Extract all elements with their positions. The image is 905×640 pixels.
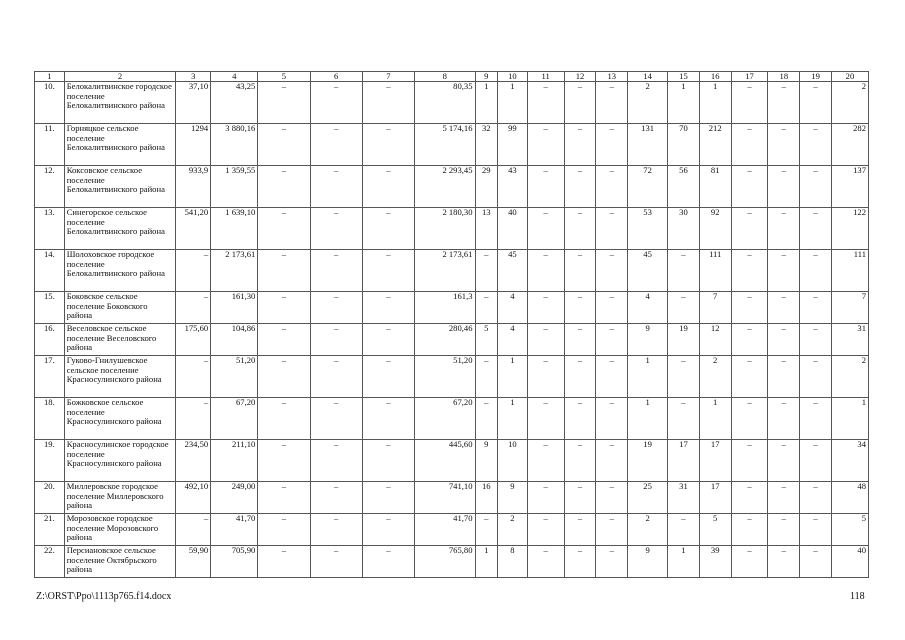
value-cell: – — [527, 398, 564, 440]
row-number-cell: 10. — [35, 82, 65, 124]
value-cell: – — [362, 292, 414, 324]
header-cell: 13 — [596, 72, 628, 82]
value-cell: – — [731, 124, 768, 166]
value-cell: – — [596, 250, 628, 292]
value-cell: – — [362, 208, 414, 250]
value-cell: – — [475, 292, 498, 324]
value-cell: 1 — [699, 398, 731, 440]
value-cell: 249,00 — [211, 482, 258, 514]
value-cell: 111 — [699, 250, 731, 292]
value-cell: – — [564, 82, 596, 124]
value-cell: 741,10 — [415, 482, 475, 514]
value-cell: – — [258, 250, 310, 292]
value-cell: – — [800, 398, 832, 440]
row-number-cell: 19. — [35, 440, 65, 482]
settlement-name-cell: Боковское сельское поселение Боковского района — [64, 292, 176, 324]
table-row — [35, 398, 869, 440]
value-cell: – — [258, 482, 310, 514]
value-cell: – — [731, 356, 768, 398]
value-cell: – — [768, 124, 800, 166]
value-cell: – — [668, 514, 700, 546]
value-cell: 161,3 — [415, 292, 475, 324]
row-number-cell: 21. — [35, 514, 65, 546]
value-cell: – — [310, 398, 362, 440]
value-cell: 933,9 — [176, 166, 211, 208]
value-cell: 53 — [628, 208, 668, 250]
value-cell: 31 — [668, 482, 700, 514]
value-cell: – — [596, 208, 628, 250]
value-cell: 16 — [475, 482, 498, 514]
value-cell: – — [258, 356, 310, 398]
value-cell: – — [731, 324, 768, 356]
header-cell: 16 — [699, 72, 731, 82]
value-cell: – — [731, 514, 768, 546]
value-cell: – — [258, 324, 310, 356]
value-cell: 1 — [628, 398, 668, 440]
table-row — [35, 124, 869, 166]
value-cell: 131 — [628, 124, 668, 166]
value-cell: – — [362, 546, 414, 578]
header-cell: 14 — [628, 72, 668, 82]
value-cell: 161,30 — [211, 292, 258, 324]
value-cell: – — [362, 250, 414, 292]
value-cell: – — [768, 292, 800, 324]
value-cell: – — [176, 356, 211, 398]
value-cell: 211,10 — [211, 440, 258, 482]
value-cell: 39 — [699, 546, 731, 578]
value-cell: – — [362, 166, 414, 208]
table-row — [35, 324, 869, 356]
header-cell: 9 — [475, 72, 498, 82]
value-cell: – — [475, 250, 498, 292]
value-cell: 2 173,61 — [211, 250, 258, 292]
value-cell: – — [362, 124, 414, 166]
value-cell: – — [731, 440, 768, 482]
value-cell: 1 359,55 — [211, 166, 258, 208]
value-cell: – — [310, 324, 362, 356]
value-cell: 51,20 — [415, 356, 475, 398]
value-cell: – — [258, 166, 310, 208]
value-cell: – — [527, 482, 564, 514]
value-cell: 99 — [498, 124, 528, 166]
value-cell: – — [731, 166, 768, 208]
settlement-name-cell: Божковское сельское поселение Красносулинского района — [64, 398, 176, 440]
header-cell: 4 — [211, 72, 258, 82]
table-row — [35, 250, 869, 292]
value-cell: 9 — [475, 440, 498, 482]
value-cell: 1 — [668, 82, 700, 124]
value-cell: 2 180,30 — [415, 208, 475, 250]
value-cell: – — [310, 482, 362, 514]
value-cell: – — [564, 124, 596, 166]
header-row — [35, 72, 869, 82]
value-cell: – — [564, 250, 596, 292]
value-cell: – — [564, 546, 596, 578]
value-cell: – — [800, 82, 832, 124]
value-cell: – — [596, 546, 628, 578]
value-cell: – — [475, 514, 498, 546]
value-cell: 7 — [699, 292, 731, 324]
value-cell: – — [527, 250, 564, 292]
settlement-name-cell: Белокалитвинское городское поселение Белокалитвинского района — [64, 82, 176, 124]
value-cell: – — [800, 292, 832, 324]
row-number-cell: 20. — [35, 482, 65, 514]
value-cell: – — [310, 208, 362, 250]
value-cell: – — [768, 514, 800, 546]
value-cell: 67,20 — [415, 398, 475, 440]
value-cell: – — [800, 546, 832, 578]
row-number-cell: 14. — [35, 250, 65, 292]
value-cell: 5 — [475, 324, 498, 356]
value-cell: 45 — [498, 250, 528, 292]
value-cell: 32 — [475, 124, 498, 166]
value-cell: – — [731, 208, 768, 250]
value-cell: 122 — [831, 208, 868, 250]
value-cell: – — [527, 514, 564, 546]
value-cell: 1 — [831, 398, 868, 440]
value-cell: – — [800, 514, 832, 546]
header-cell: 17 — [731, 72, 768, 82]
value-cell: – — [310, 356, 362, 398]
footer-page-number: 118 — [850, 591, 865, 602]
value-cell: – — [176, 250, 211, 292]
value-cell: 1 — [498, 82, 528, 124]
value-cell: – — [310, 514, 362, 546]
value-cell: – — [564, 356, 596, 398]
value-cell: – — [258, 124, 310, 166]
value-cell: – — [731, 546, 768, 578]
value-cell: – — [258, 208, 310, 250]
row-number-cell: 15. — [35, 292, 65, 324]
value-cell: – — [768, 82, 800, 124]
value-cell: 9 — [498, 482, 528, 514]
value-cell: 59,90 — [176, 546, 211, 578]
value-cell: 51,20 — [211, 356, 258, 398]
value-cell: – — [527, 324, 564, 356]
value-cell: – — [527, 82, 564, 124]
value-cell: – — [800, 208, 832, 250]
value-cell: 34 — [831, 440, 868, 482]
value-cell: 445,60 — [415, 440, 475, 482]
value-cell: 280,46 — [415, 324, 475, 356]
value-cell: 2 — [498, 514, 528, 546]
value-cell: – — [768, 324, 800, 356]
table-row — [35, 482, 869, 514]
value-cell: 104,86 — [211, 324, 258, 356]
value-cell: – — [800, 482, 832, 514]
value-cell: – — [768, 398, 800, 440]
value-cell: 492,10 — [176, 482, 211, 514]
value-cell: 67,20 — [211, 398, 258, 440]
settlement-name-cell: Морозовское городское поселение Морозовского района — [64, 514, 176, 546]
value-cell: – — [564, 440, 596, 482]
value-cell: – — [527, 440, 564, 482]
value-cell: – — [564, 166, 596, 208]
value-cell: 4 — [498, 324, 528, 356]
settlement-name-cell: Горняцкое сельское поселение Белокалитвинского района — [64, 124, 176, 166]
settlement-name-cell: Шолоховское городское поселение Белокалитвинского района — [64, 250, 176, 292]
value-cell: – — [362, 324, 414, 356]
value-cell: – — [800, 440, 832, 482]
value-cell: – — [596, 324, 628, 356]
value-cell: 1 — [475, 82, 498, 124]
header-cell: 10 — [498, 72, 528, 82]
value-cell: 541,20 — [176, 208, 211, 250]
value-cell: – — [596, 82, 628, 124]
value-cell: – — [596, 398, 628, 440]
value-cell: – — [527, 166, 564, 208]
value-cell: 1 — [628, 356, 668, 398]
header-cell: 12 — [564, 72, 596, 82]
header-cell: 11 — [527, 72, 564, 82]
header-cell: 3 — [176, 72, 211, 82]
value-cell: – — [800, 324, 832, 356]
value-cell: – — [310, 82, 362, 124]
value-cell: 80,35 — [415, 82, 475, 124]
value-cell: – — [731, 82, 768, 124]
value-cell: 1 — [475, 546, 498, 578]
value-cell: – — [731, 292, 768, 324]
value-cell: 17 — [668, 440, 700, 482]
value-cell: – — [310, 546, 362, 578]
value-cell: – — [310, 250, 362, 292]
value-cell: 40 — [498, 208, 528, 250]
table-row — [35, 546, 869, 578]
value-cell: – — [768, 440, 800, 482]
value-cell: 212 — [699, 124, 731, 166]
value-cell: – — [800, 250, 832, 292]
header-cell: 8 — [415, 72, 475, 82]
value-cell: 5 — [831, 514, 868, 546]
value-cell: 137 — [831, 166, 868, 208]
value-cell: – — [731, 398, 768, 440]
value-cell: – — [258, 514, 310, 546]
value-cell: 13 — [475, 208, 498, 250]
value-cell: – — [668, 292, 700, 324]
value-cell: – — [258, 546, 310, 578]
value-cell: 19 — [628, 440, 668, 482]
value-cell: 30 — [668, 208, 700, 250]
value-cell: 31 — [831, 324, 868, 356]
row-number-cell: 22. — [35, 546, 65, 578]
value-cell: 5 — [699, 514, 731, 546]
value-cell: – — [564, 514, 596, 546]
value-cell: – — [176, 514, 211, 546]
value-cell: 1 — [668, 546, 700, 578]
value-cell: – — [768, 482, 800, 514]
value-cell: 1 639,10 — [211, 208, 258, 250]
value-cell: 70 — [668, 124, 700, 166]
settlement-name-cell: Персиановское сельское поселение Октябрьского района — [64, 546, 176, 578]
value-cell: – — [362, 398, 414, 440]
value-cell: 1 — [699, 82, 731, 124]
value-cell: – — [362, 82, 414, 124]
table-row — [35, 440, 869, 482]
value-cell: – — [362, 482, 414, 514]
value-cell: – — [668, 398, 700, 440]
value-cell: 92 — [699, 208, 731, 250]
header-cell: 1 — [35, 72, 65, 82]
value-cell: 2 — [831, 356, 868, 398]
value-cell: 4 — [628, 292, 668, 324]
row-number-cell: 17. — [35, 356, 65, 398]
value-cell: – — [596, 166, 628, 208]
value-cell: 2 173,61 — [415, 250, 475, 292]
value-cell: – — [362, 440, 414, 482]
table-row — [35, 514, 869, 546]
value-cell: 72 — [628, 166, 668, 208]
value-cell: – — [564, 292, 596, 324]
value-cell: 705,90 — [211, 546, 258, 578]
value-cell: 43,25 — [211, 82, 258, 124]
value-cell: – — [310, 292, 362, 324]
value-cell: 12 — [699, 324, 731, 356]
value-cell: 5 174,16 — [415, 124, 475, 166]
value-cell: – — [176, 292, 211, 324]
row-number-cell: 12. — [35, 166, 65, 208]
value-cell: – — [258, 440, 310, 482]
value-cell: – — [564, 398, 596, 440]
value-cell: – — [768, 250, 800, 292]
value-cell: – — [800, 124, 832, 166]
value-cell: 41,70 — [211, 514, 258, 546]
value-cell: 3 880,16 — [211, 124, 258, 166]
header-cell: 5 — [258, 72, 310, 82]
value-cell: – — [564, 482, 596, 514]
row-number-cell: 11. — [35, 124, 65, 166]
value-cell: – — [527, 356, 564, 398]
value-cell: 17 — [699, 440, 731, 482]
value-cell: – — [596, 292, 628, 324]
value-cell: – — [596, 514, 628, 546]
value-cell: – — [800, 356, 832, 398]
value-cell: 1294 — [176, 124, 211, 166]
settlement-name-cell: Гуково-Гнилушевское сельское поселение Красносулинского района — [64, 356, 176, 398]
value-cell: – — [258, 82, 310, 124]
settlement-name-cell: Коксовское сельское поселение Белокалитвинского района — [64, 166, 176, 208]
value-cell: 1 — [498, 398, 528, 440]
value-cell: 37,10 — [176, 82, 211, 124]
value-cell: 56 — [668, 166, 700, 208]
table-row — [35, 208, 869, 250]
value-cell: 48 — [831, 482, 868, 514]
header-cell: 18 — [768, 72, 800, 82]
value-cell: – — [668, 356, 700, 398]
value-cell: – — [310, 440, 362, 482]
settlement-name-cell: Синегорское сельское поселение Белокалитвинского района — [64, 208, 176, 250]
row-number-cell: 13. — [35, 208, 65, 250]
table-row — [35, 292, 869, 324]
value-cell: – — [768, 546, 800, 578]
value-cell: – — [596, 440, 628, 482]
settlement-name-cell: Красносулинское городское поселение Красносулинского района — [64, 440, 176, 482]
value-cell: 8 — [498, 546, 528, 578]
settlement-name-cell: Веселовское сельское поселение Веселовского района — [64, 324, 176, 356]
footer-file-path: Z:\ORST\Ppo\1113p765.f14.docx — [36, 591, 172, 602]
value-cell: 19 — [668, 324, 700, 356]
value-cell: – — [731, 250, 768, 292]
value-cell: – — [800, 166, 832, 208]
value-cell: 282 — [831, 124, 868, 166]
value-cell: – — [176, 398, 211, 440]
value-cell: 41,70 — [415, 514, 475, 546]
value-cell: 175,60 — [176, 324, 211, 356]
value-cell: 2 — [699, 356, 731, 398]
value-cell: – — [768, 166, 800, 208]
header-cell: 20 — [831, 72, 868, 82]
value-cell: 29 — [475, 166, 498, 208]
value-cell: – — [475, 356, 498, 398]
row-number-cell: 18. — [35, 398, 65, 440]
header-cell: 7 — [362, 72, 414, 82]
table-row — [35, 82, 869, 124]
value-cell: 9 — [628, 546, 668, 578]
value-cell: 7 — [831, 292, 868, 324]
value-cell: – — [596, 124, 628, 166]
value-cell: 234,50 — [176, 440, 211, 482]
value-cell: – — [527, 208, 564, 250]
value-cell: 1 — [498, 356, 528, 398]
value-cell: – — [310, 166, 362, 208]
value-cell: – — [768, 208, 800, 250]
row-number-cell: 16. — [35, 324, 65, 356]
value-cell: 10 — [498, 440, 528, 482]
header-cell: 6 — [310, 72, 362, 82]
value-cell: – — [310, 124, 362, 166]
value-cell: – — [564, 324, 596, 356]
header-cell: 2 — [64, 72, 176, 82]
value-cell: – — [564, 208, 596, 250]
value-cell: 25 — [628, 482, 668, 514]
value-cell: – — [362, 514, 414, 546]
value-cell: – — [258, 398, 310, 440]
value-cell: – — [362, 356, 414, 398]
value-cell: – — [596, 482, 628, 514]
value-cell: – — [258, 292, 310, 324]
header-cell: 15 — [668, 72, 700, 82]
value-cell: 17 — [699, 482, 731, 514]
value-cell: 2 — [628, 514, 668, 546]
value-cell: 2 293,45 — [415, 166, 475, 208]
value-cell: 4 — [498, 292, 528, 324]
value-cell: – — [731, 482, 768, 514]
value-cell: – — [596, 356, 628, 398]
value-cell: 2 — [628, 82, 668, 124]
value-cell: – — [527, 292, 564, 324]
settlement-name-cell: Миллеровское городское поселение Миллеровского района — [64, 482, 176, 514]
value-cell: 40 — [831, 546, 868, 578]
value-cell: – — [475, 398, 498, 440]
value-cell: 43 — [498, 166, 528, 208]
value-cell: – — [668, 250, 700, 292]
value-cell: 2 — [831, 82, 868, 124]
value-cell: 9 — [628, 324, 668, 356]
table-row — [35, 356, 869, 398]
table-row — [35, 166, 869, 208]
value-cell: – — [527, 546, 564, 578]
value-cell: 111 — [831, 250, 868, 292]
value-cell: – — [768, 356, 800, 398]
value-cell: – — [527, 124, 564, 166]
header-cell: 19 — [800, 72, 832, 82]
value-cell: 765,80 — [415, 546, 475, 578]
value-cell: 81 — [699, 166, 731, 208]
value-cell: 45 — [628, 250, 668, 292]
data-table — [34, 71, 869, 578]
